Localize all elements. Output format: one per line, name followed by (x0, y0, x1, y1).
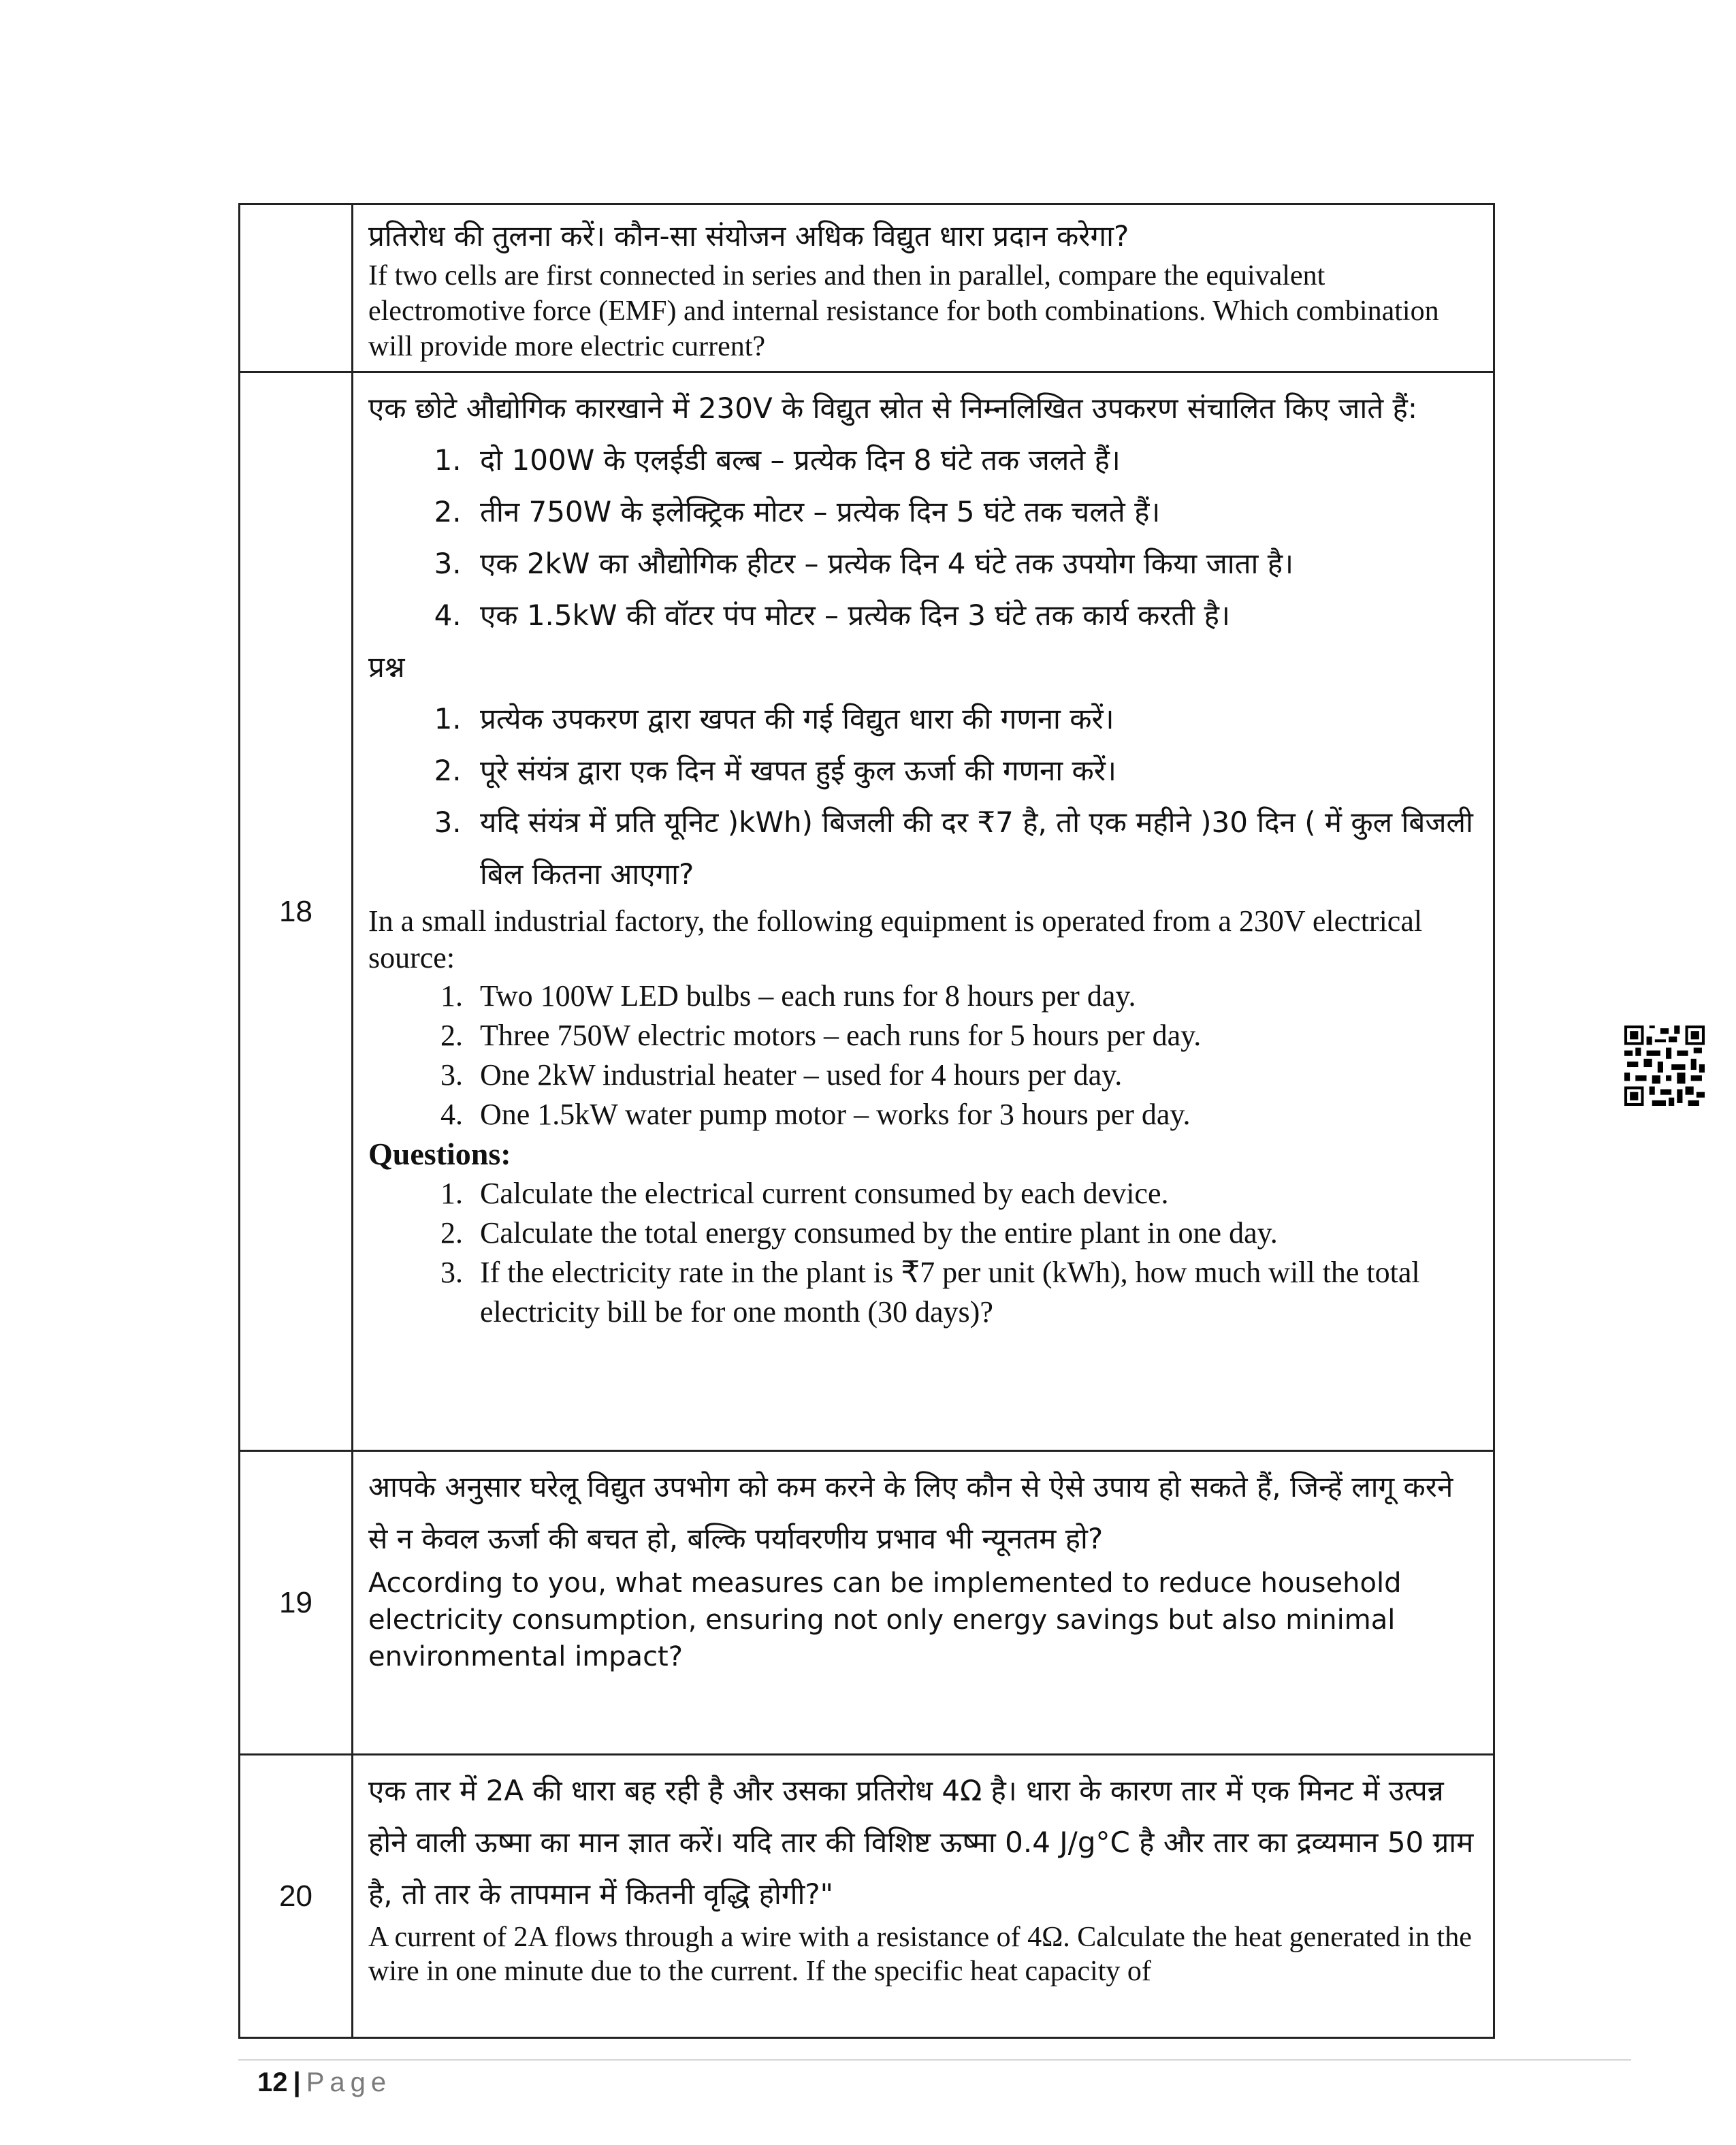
questions-table (238, 203, 1495, 2039)
question-hindi-intro: एक छोटे औद्योगिक कारखाने में 230V के विद्युत स्रोत से निम्नलिखित उपकरण संचालित किए जाते हैं: (368, 392, 1417, 425)
hindi-equipment-list (368, 434, 1475, 641)
list-item: 1. दो 100W के एलईडी बल्ब – प्रत्येक दिन 8 घंटे तक जलते हैं। (470, 434, 1475, 486)
table-row (240, 1451, 1494, 1755)
footer-divider (238, 2059, 1631, 2061)
qr-code-icon (1624, 1026, 1705, 1106)
question-english-text: According to you, what measures can be implemented to reduce household electricity consumption, ensuring not only energy savings but also minimal environmental impact? (368, 1568, 1402, 1672)
list-item: 1. Calculate the electrical current consumed by each device. (470, 1174, 1475, 1213)
list-item: 2. Three 750W electric motors – each runs for 5 hours per day. (470, 1016, 1475, 1055)
question-hindi-text: आपके अनुसार घरेलू विद्युत उपभोग को कम करने के लिए कौन से ऐसे उपाय हो सकते हैं, जिन्हें लागू करने से न केवल ऊर्जा की बचत हो, बल्कि पर्यावरणीय प्रभाव भी न्यूनतम हो? (368, 1470, 1453, 1555)
list-item: 3. If the electricity rate in the plant is ₹7 per unit (kWh), how much will the total electricity bill be for one month (30 days)? (470, 1253, 1475, 1332)
page-footer (257, 2067, 391, 2098)
list-item: 3. One 2kW industrial heater – used for 4 hours per day. (470, 1055, 1475, 1095)
question-number (240, 204, 353, 372)
question-english-intro: In a small industrial factory, the following equipment is operated from a 230V electrical source: (368, 904, 1423, 974)
table-row (240, 1755, 1494, 2038)
list-item: 3. एक 2kW का औद्योगिक हीटर – प्रत्येक दिन 4 घंटे तक उपयोग किया जाता है। (470, 538, 1475, 590)
english-equipment-list (368, 976, 1475, 1134)
table-row (240, 372, 1494, 1451)
list-item: 4. One 1.5kW water pump motor – works for 3 hours per day. (470, 1095, 1475, 1134)
list-item: 2. तीन 750W के इलेक्ट्रिक मोटर – प्रत्येक दिन 5 घंटे तक चलते हैं। (470, 486, 1475, 538)
question-number: 18 (240, 372, 353, 1451)
hindi-questions-list (368, 693, 1475, 900)
question-cell (353, 372, 1494, 1451)
question-english-text: If two cells are first connected in series and then in parallel, compare the equivalent electromotive force (EMF) and internal resistance for both combinations. Which combination will provide more electric current? (368, 260, 1439, 362)
page-number: 12 (257, 2067, 288, 2097)
question-hindi-text: प्रतिरोध की तुलना करें। कौन-सा संयोजन अधिक विद्युत धारा प्रदान करेगा? (368, 219, 1129, 253)
english-questions-label: Questions: (368, 1137, 511, 1171)
question-cell (353, 1451, 1494, 1755)
page-label: Page (306, 2067, 392, 2097)
list-item: 1. प्रत्येक उपकरण द्वारा खपत की गई विद्युत धारा की गणना करें। (470, 693, 1475, 745)
question-english-text: A current of 2A flows through a wire with a resistance of 4Ω. Calculate the heat generated in the wire in one minute due to the current. If the specific heat capacity of (368, 1922, 1472, 1987)
english-questions-list (368, 1174, 1475, 1332)
question-cell (353, 204, 1494, 372)
list-item: 2. पूरे संयंत्र द्वारा एक दिन में खपत हुई कुल ऊर्जा की गणना करें। (470, 745, 1475, 797)
question-number: 19 (240, 1451, 353, 1755)
question-hindi-text: एक तार में 2A की धारा बह रही है और उसका प्रतिरोध 4Ω है। धारा के कारण तार में एक मिनट में उत्पन्न होने वाली ऊष्मा का मान ज्ञात करें। यदि तार की विशिष्ट ऊष्मा 0.4 J/g°C है और तार का द्रव्यमान 50 ग्राम है, तो तार के तापमान में कितनी वृद्धि होगी?" (368, 1774, 1474, 1911)
list-item: 3. यदि संयंत्र में प्रति यूनिट )kWh) बिजली की दर ₹7 है, तो एक महीने )30 दिन ( में कुल बिजली बिल कितना आएगा? (470, 797, 1475, 900)
list-item: 2. Calculate the total energy consumed by the entire plant in one day. (470, 1213, 1475, 1253)
table-row (240, 204, 1494, 372)
question-number: 20 (240, 1755, 353, 2038)
footer-separator: | (293, 2067, 301, 2097)
list-item: 1. Two 100W LED bulbs – each runs for 8 hours per day. (470, 976, 1475, 1016)
question-cell (353, 1755, 1494, 2038)
list-item: 4. एक 1.5kW की वॉटर पंप मोटर – प्रत्येक दिन 3 घंटे तक कार्य करती है। (470, 590, 1475, 641)
hindi-questions-label: प्रश्न (368, 650, 405, 684)
